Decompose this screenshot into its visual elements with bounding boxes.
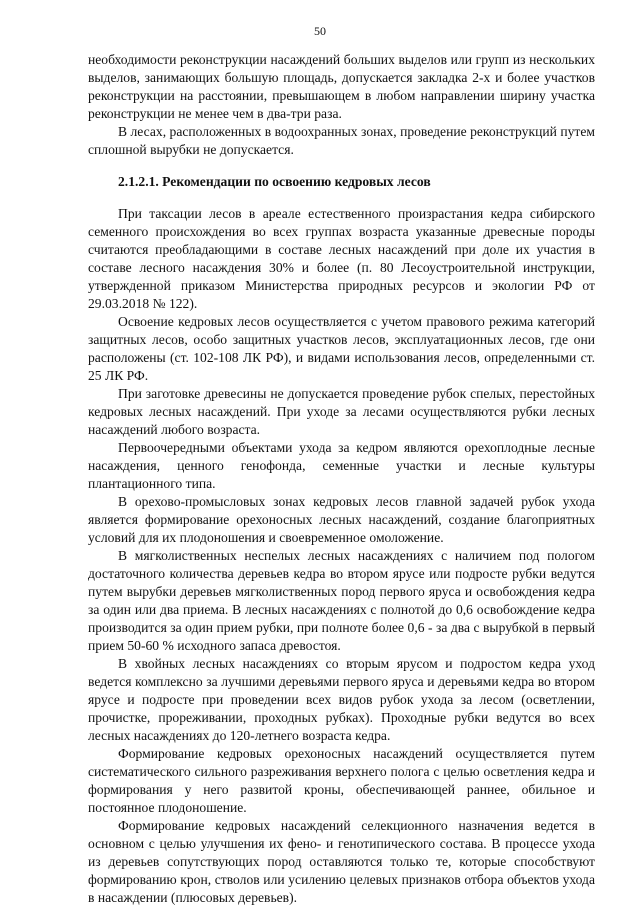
paragraph: необходимости реконструкции насаждений больших выделов или групп из нескольких выделов, занимающих большую площадь, допускается закладка 2-х и более участков реконструкции на расстоянии, превышающем в любом направлении ширину участка реконструкции не менее чем в два-три раза. — [88, 52, 595, 121]
page-content — [88, 51, 595, 907]
paragraph: В хвойных лесных насаждениях со вторым ярусом и подростом кедра уход ведется комплексно за лучшими деревьями первого яруса и деревьями кедра во втором ярусе и подросте при проведении всех видов рубок ухода за лесом (осветлении, прочистке, прореживании, проходных рубках). Проходные рубки ведутся во всех лесных насаждениях до 120-летнего возраста кедра. — [88, 656, 595, 743]
paragraph: Формирование кедровых орехоносных насаждений осуществляется путем систематического сильного разреживания верхнего полога с целью осветления кедра и формирования у него развитой кроны, обеспечивающей раннее, обильное и постоянное плодоношение. — [88, 746, 595, 815]
paragraph: При таксации лесов в ареале естественного произрастания кедра сибирского семенного происхождения во всех группах возраста указанные древесные породы считаются преобладающими в составе лесных насаждений при доле их участия в составе лесного насаждения 30% и более (п. 80 Лесоустроительной инструкции, утвержденной приказом Министерства природных ресурсов и экологии РФ от 29.03.2018 № 122). — [88, 206, 595, 311]
paragraph: При заготовке древесины не допускается проведение рубок спелых, перестойных кедровых лесных насаждений. При уходе за лесами осуществляются рубки лесных насаждений любого возраста. — [88, 386, 595, 437]
paragraph: В мягколиственных неспелых лесных насаждениях с наличием под пологом достаточного количества деревьев кедра во втором ярусе или подросте рубки ведутся путем вырубки деревьев мягколиственных пород первого яруса и освобождения кедра за один или два приема. В лесных насаждениях с полнотой до 0,6 освобождение кедра производится за один прием рубки, при полноте более 0,6 - за два с вырубкой в первый прием 50-60 % исходного запаса древостоя. — [88, 548, 595, 653]
paragraph: В орехово-промысловых зонах кедровых лесов главной задачей рубок ухода является формирование орехоносных лесных насаждений, создание благоприятных условий для их плодоношения и своевременное омоложение. — [88, 494, 595, 545]
paragraph: Первоочередными объектами ухода за кедром являются орехоплодные лесные насаждения, ценного генофонда, семенные участки и лесные культуры плантационного типа. — [88, 440, 595, 491]
page-number: 50 — [314, 24, 326, 38]
paragraph: Освоение кедровых лесов осуществляется с учетом правового режима категорий защитных лесов, особо защитных участков лесов, эксплуатационных лесов, где они расположены (ст. 102-108 ЛК РФ), и видами использования лесов, определенными ст. 25 ЛК РФ. — [88, 314, 595, 383]
section-heading: 2.1.2.1. Рекомендации по освоению кедровых лесов — [118, 174, 431, 189]
paragraph: В лесах, расположенных в водоохранных зонах, проведение реконструкций путем сплошной вырубки не допускается. — [88, 124, 595, 157]
paragraph: Формирование кедровых насаждений селекционного назначения ведется в основном с целью улучшения их фено- и генотипического состава. В процессе ухода из деревьев сопутствующих пород оставляются только те, которые способствуют формированию крон, стволов или усилению целевых признаков отбора объектов ухода в насаждении (плюсовых деревьев). — [88, 818, 595, 905]
